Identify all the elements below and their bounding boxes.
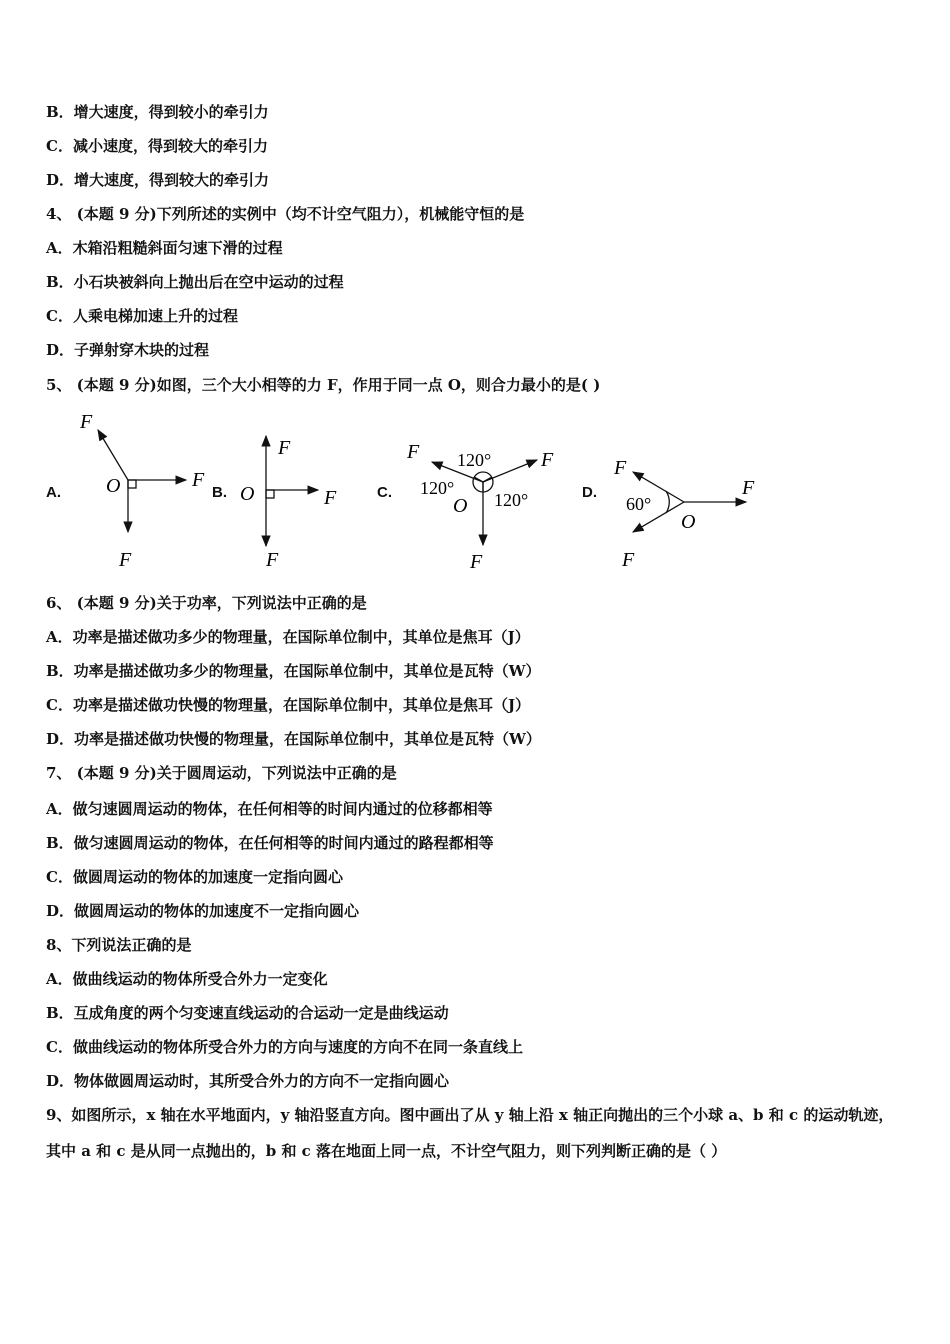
diagram-c-label-o: O <box>453 495 468 517</box>
diagram-a-label-f1: F <box>80 411 93 433</box>
diagram-d-label-f1: F <box>614 457 627 479</box>
diagram-d-label-o: O <box>681 511 696 533</box>
diagram-a-force-upleft <box>98 430 128 480</box>
q8-option-d: D．物体做圆周运动时，其所受合外力的方向不一定指向圆心 <box>46 1072 450 1090</box>
q4-option-c: C．人乘电梯加速上升的过程 <box>46 307 238 325</box>
diagram-b-label-f3: F <box>266 549 279 571</box>
force-diagrams <box>0 400 950 585</box>
diagram-c-label-f2: F <box>541 449 554 471</box>
diagram-d-label-f2: F <box>742 477 755 499</box>
force-diagram-svg <box>0 400 950 585</box>
diagram-a-label-o: O <box>106 475 121 497</box>
question-4: 4、 (本题 9 分)下列所述的实例中（均不计空气阻力），机械能守恒的是 <box>46 205 525 223</box>
q4-option-a: A．木箱沿粗糙斜面匀速下滑的过程 <box>46 239 283 257</box>
q6-option-a: A．功率是描述做功多少的物理量，在国际单位制中，其单位是焦耳（J） <box>46 628 530 646</box>
q6-option-c: C．功率是描述做功快慢的物理量，在国际单位制中，其单位是焦耳（J） <box>46 696 531 714</box>
fig-label-a: A. <box>46 484 61 501</box>
question-5: 5、 (本题 9 分)如图，三个大小相等的力 F，作用于同一点 O，则合力最小的是( ) <box>46 376 601 394</box>
q8-option-a: A．做曲线运动的物体所受合外力一定变化 <box>46 970 328 988</box>
q7-option-c: C．做圆周运动的物体的加速度一定指向圆心 <box>46 868 343 886</box>
diagram-a-label-f2: F <box>192 469 205 491</box>
q6-option-b: B．功率是描述做功多少的物理量，在国际单位制中，其单位是瓦特（W） <box>46 662 541 680</box>
question-9: 9、如图所示，x 轴在水平地面内，y 轴沿竖直方向。图中画出了从 y 轴上沿 x 轴正向抛出的三个小球 a、b 和 c 的运动轨迹，其中 a 和 c 是从同一点抛出的，b 和 c 落在地面上同一点，不计空气阻力，则下列判断正确的是（ ） <box>46 1106 894 1160</box>
diagram-c-label-f3: F <box>470 551 483 573</box>
diagram-b-label-f2: F <box>324 487 337 509</box>
q3-option-b: B．增大速度，得到较小的牵引力 <box>46 103 269 121</box>
diagram-b <box>266 436 318 546</box>
q6-option-d: D．功率是描述做功快慢的物理量，在国际单位制中，其单位是瓦特（W） <box>46 730 541 748</box>
q4-option-b: B．小石块被斜向上抛出后在空中运动的过程 <box>46 273 344 291</box>
fig-label-c: C. <box>377 484 392 501</box>
question-6: 6、 (本题 9 分)关于功率，下列说法中正确的是 <box>46 594 367 612</box>
diagram-a-label-f3: F <box>119 549 132 571</box>
diagram-c-angle-left: 120° <box>420 478 455 498</box>
diagram-b-label-f1: F <box>278 437 291 459</box>
fig-label-b: B. <box>212 484 227 501</box>
diagram-d-angle-label: 60° <box>626 494 652 514</box>
diagram-a-right-angle <box>128 480 136 488</box>
fig-label-d: D. <box>582 484 597 501</box>
q3-option-c: C．减小速度，得到较大的牵引力 <box>46 137 268 155</box>
diagram-c-label-f1: F <box>407 441 420 463</box>
diagram-d-label-f3: F <box>622 549 635 571</box>
diagram-b-right-angle <box>266 490 274 498</box>
diagram-c-angle-right: 120° <box>494 490 529 510</box>
diagram-c-angle-top: 120° <box>457 450 492 470</box>
q7-option-a: A．做匀速圆周运动的物体，在任何相等的时间内通过的位移都相等 <box>46 800 493 818</box>
q4-option-d: D．子弹射穿木块的过程 <box>46 341 210 359</box>
question-7: 7、 (本题 9 分)关于圆周运动，下列说法中正确的是 <box>46 764 397 782</box>
q7-option-d: D．做圆周运动的物体的加速度不一定指向圆心 <box>46 902 360 920</box>
question-8: 8、下列说法正确的是 <box>46 936 192 954</box>
q8-option-b: B．互成角度的两个匀变速直线运动的合运动一定是曲线运动 <box>46 1004 449 1022</box>
diagram-d-angle-arc <box>666 491 669 513</box>
q7-option-b: B．做匀速圆周运动的物体，在任何相等的时间内通过的路程都相等 <box>46 834 494 852</box>
diagram-b-label-o: O <box>240 483 255 505</box>
q8-option-c: C．做曲线运动的物体所受合外力的方向与速度的方向不在同一条直线上 <box>46 1038 523 1056</box>
q3-option-d: D．增大速度，得到较大的牵引力 <box>46 171 270 189</box>
